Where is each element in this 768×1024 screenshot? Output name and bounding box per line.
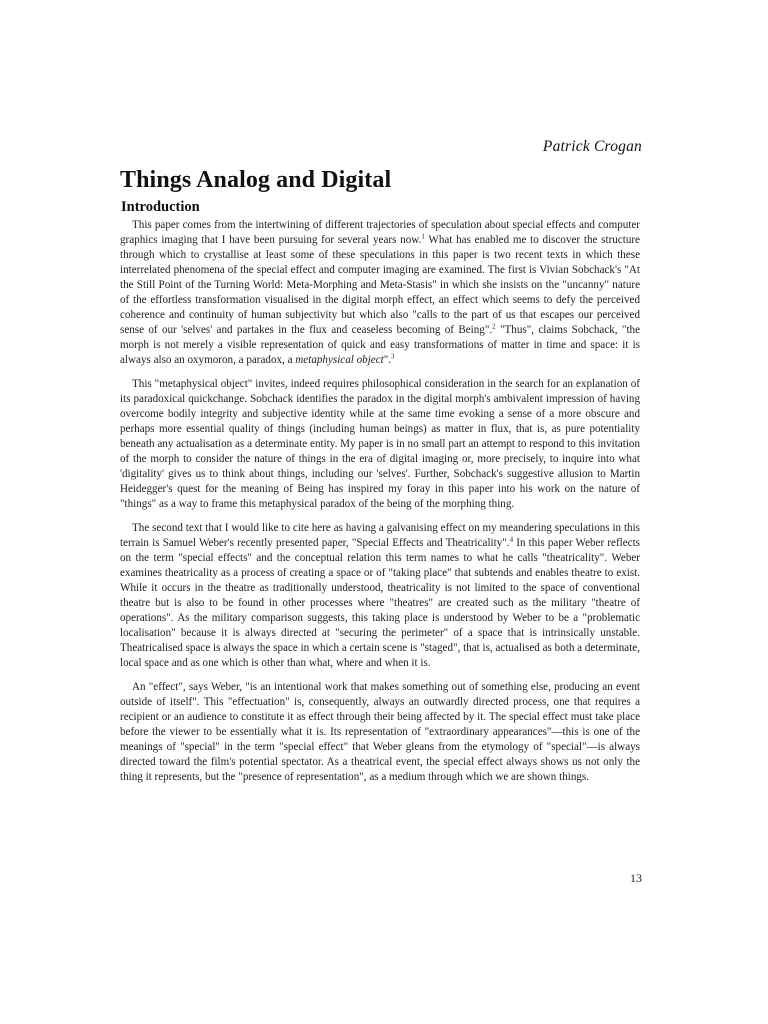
paragraph-1 (120, 218, 640, 368)
footnote-ref: 4 (509, 535, 514, 544)
author-name: Patrick Crogan (542, 138, 642, 155)
paragraph-text: This paper comes from the intertwining of different trajectories of speculation about special effects and computer graphics imaging that I have been pursuing for several years now. (120, 219, 640, 246)
paragraph-text: This "metaphysical object" invites, indeed requires philosophical consideration in the search for an explanation of its paradoxical quickchange. Sobchack identifies the paradox in the digital morph's ambivalent impression of having overcome bodily integrity and subjective identity while at the same time evoking a sense of a more obscure and perhaps more essential quality of things (including human beings) as matter in flux, that is, as pure potentiality beneath any actualisation as a determinate entity. My paper is in no small part an attempt to respond to this invitation of the morph to consider the nature of things in the era of digital imaging or, more precisely, to inquire into what 'digitality' gives us to think about things, including our 'selves'. Further, Sobchack's suggestive allusion to Martin Heidegger's quest for the meaning of Being has inspired my foray in this paper into his work on the nature of "things" as a way to frame this metaphysical paradox of the being of the morphing thing. (120, 378, 640, 510)
article-body (120, 218, 640, 794)
paragraph-text: What has enabled me to discover the structure through which to crystallise at least some of these speculations in this paper is two recent texts in which these interrelated phenomena of the special effect and computer imaging are examined. The first is Vivian Sobchack's "At the Still Point of the Turning World: Meta-Morphing and Meta-Stasis" in which she insists on the "uncanny" nature of the effortless transformation visualised in the digital morph effect, an effect which seems to defy the perceived coherence and continuity of human subjectivity but which also "calls to the part of us that escapes our perceived sense of our 'selves' and partakes in the flux and ceaseless becoming of Being". (120, 234, 640, 336)
footnote-ref: 1 (421, 232, 425, 241)
emphasis-text: metaphysical object (295, 354, 384, 366)
paragraph-text: "Thus", claims Sobchack, "the morph is not merely a visible representation of quick and easy transformations of matter in time and space: it is always also an oxymoron, a paradox, a (120, 324, 640, 366)
footnote-ref: 2 (492, 322, 496, 331)
paragraph-4 (120, 680, 640, 785)
paragraph-text: ". (383, 354, 392, 366)
article-title: Things Analog and Digital (120, 167, 392, 193)
paragraph-text: An "effect", says Weber, "is an intentional work that makes something out of something else, producing an event outside of itself". This "effectuation" is, consequently, always an outwardly directed process, one that requires a recipient or an audience to constitute it as effect through their being affected by it. The special effect must take place before the viewer to be essentially what it is. Its representation of "extraordinary appearances"—this is one of the meanings of "special" in the term "special effect" that Weber gleans from the etymology of "special"—is always directed toward the film's potential spectator. As a theatrical event, the special effect always shows us not only the thing it represents, but the "presence of representation", as a medium through which we are shown things. (120, 681, 640, 783)
paragraph-text: In this paper Weber reflects on the term "special effects" and the conceptual relation this term names to what he calls "theatricality". Weber examines theatricality as a process of creating a space or of "taking place" that subtends and enables theatre to exist. While it occurs in the theatre as traditionally understood, theatricality is not limited to the space of conventional theatre but is also to be found in other processes where "theatres" are created such as the military "theatre of operations". As the military comparison suggests, this taking place is understood by Weber to be a "problematic localisation" because it is always directed at "securing the perimeter" of a space that is intrinsically unstable. Theatricalised space is always the space in which a certain scene is "staged", that is, actualised as both a determinate, local space and as one which is other than what, where and when it is. (120, 537, 640, 669)
page-number: 13 (630, 871, 642, 885)
paragraph-3 (120, 521, 640, 671)
paragraph-2 (120, 377, 640, 512)
paragraph-text: The second text that I would like to cite here as having a galvanising effect on my meandering speculations in this terrain is Samuel Weber's recently presented paper, "Special Effects and Theatricality". (120, 522, 640, 549)
footnote-ref: 3 (391, 352, 395, 361)
section-heading: Introduction (121, 199, 200, 215)
